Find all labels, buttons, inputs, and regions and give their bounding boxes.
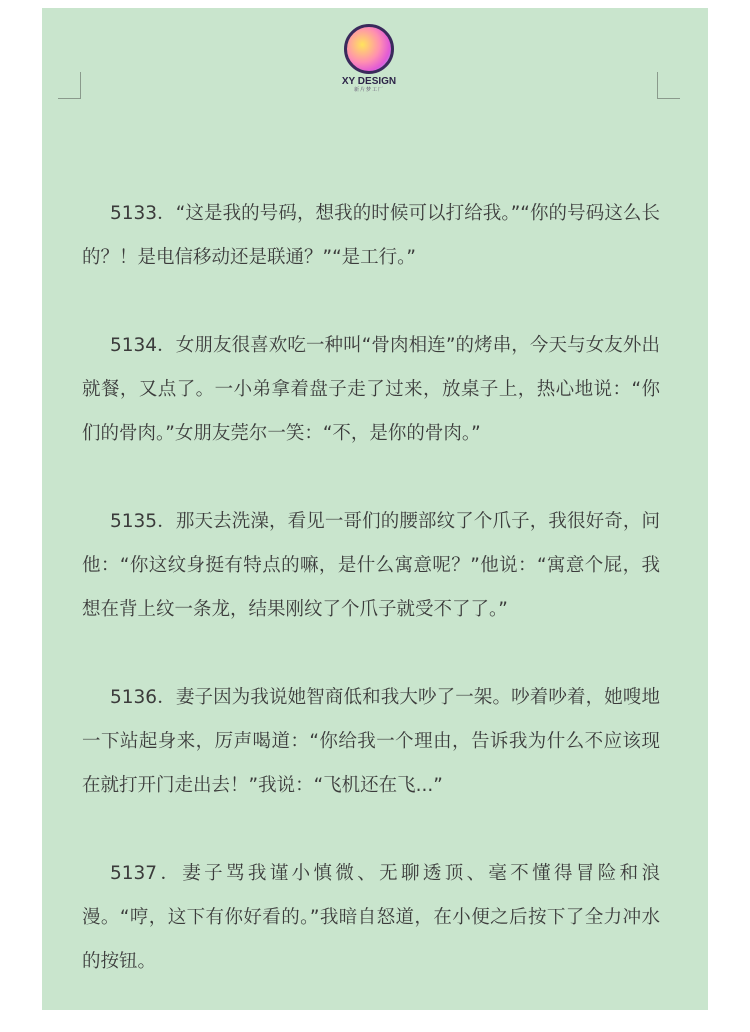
logo-subtitle: 新片梦工厂 (353, 87, 384, 93)
joke-paragraph-5137: 5137．妻子骂我谨小慎微、无聊透顶、毫不懂得冒险和浪漫。“哼，这下有你好看的。”我暗自怒道，在小便之后按下了全力冲水的按钮。 (82, 863, 660, 972)
joke-paragraph-5136: 5136．妻子因为我说她智商低和我大吵了一架。吵着吵着，她嗖地一下站起身来，厉声喝道：“你给我一个理由，告诉我为什么不应该现在就打开门走出去！”我说：“飞机还在飞...” (82, 687, 660, 796)
crop-mark-left (58, 72, 81, 99)
crop-mark-right (657, 72, 680, 99)
joke-list (82, 192, 660, 1028)
joke-paragraph-5135: 5135．那天去洗澡，看见一哥们的腰部纹了个爪子，我很好奇，问他：“你这纹身挺有特点的嘛，是什么寓意呢？”他说：“寓意个屁，我想在背上纹一条龙，结果刚纹了个爪子就受不了了。” (82, 511, 660, 620)
xy-design-logo (334, 24, 404, 93)
logo-circle-icon (344, 24, 394, 74)
document-page (42, 8, 708, 1010)
joke-paragraph-5134: 5134．女朋友很喜欢吃一种叫“骨肉相连”的烤串，今天与女友外出就餐，又点了。一小弟拿着盘子走了过来，放桌子上，热心地说：“你们的骨肉。”女朋友莞尔一笑：“不，是你的骨肉。” (82, 335, 660, 444)
logo-title: XY DESIGN (341, 76, 397, 87)
joke-paragraph-5133: 5133．“这是我的号码，想我的时候可以打给我。”“你的号码这么长的？！是电信移动还是联通？”“是工行。” (82, 203, 660, 268)
